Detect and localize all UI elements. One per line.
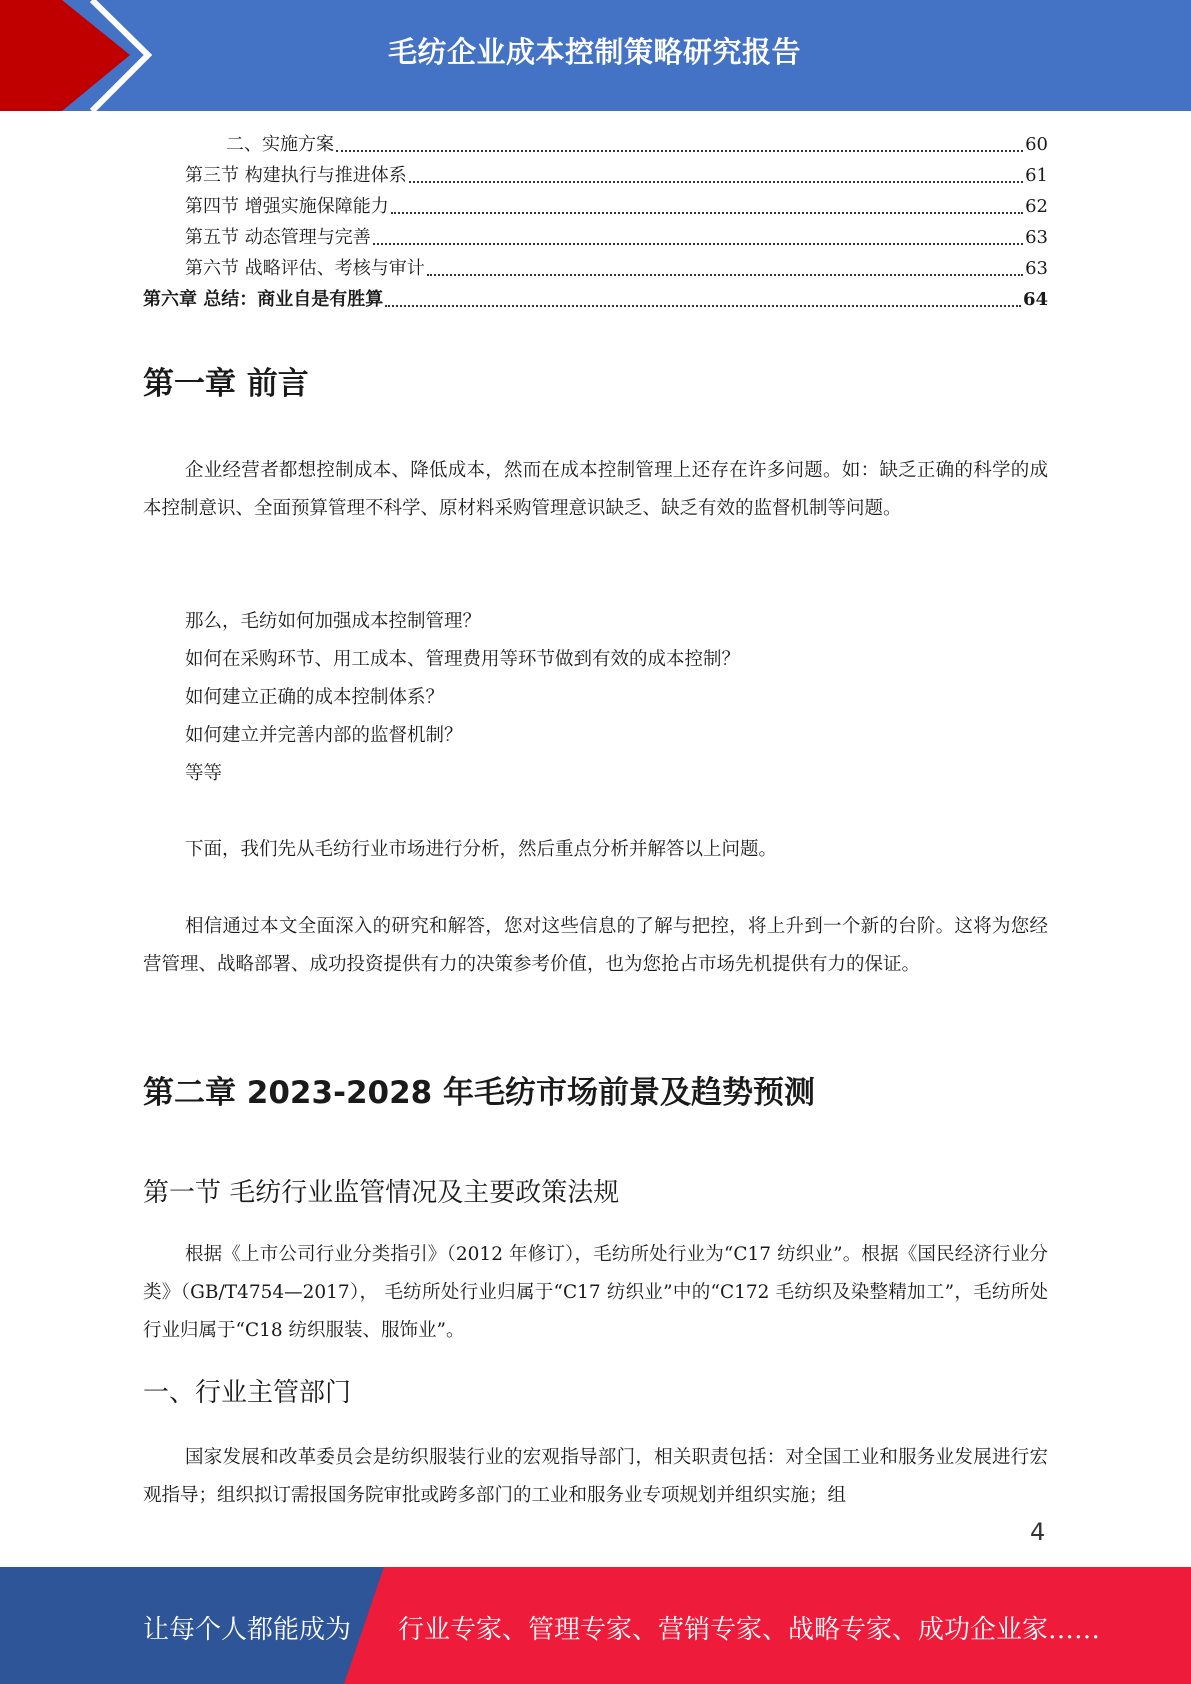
toc-entry-label: 第四节 增强实施保障能力 (185, 196, 389, 217)
analysis-paragraph: 下面，我们先从毛纺行业市场进行分析，然后重点分析并解答以上问题。 (185, 839, 778, 860)
toc-leader-dots (391, 211, 1023, 214)
page-footer (0, 1567, 1191, 1684)
question-list (185, 603, 740, 793)
question-line: 那么，毛纺如何加强成本控制管理？ (185, 611, 482, 632)
report-title: 毛纺企业成本控制策略研究报告 (388, 35, 802, 69)
table-of-contents (143, 129, 1048, 315)
conclusion-paragraph: 相信通过本文全面深入的研究和解答，您对这些信息的了解与把控，将上升到一个新的台阶。这将为您经营管理、战略部署、成功投资提供有力的决策参考价值，也为您抢占市场先机提供有力的保证。 (143, 916, 1048, 975)
subsection-1-paragraph: 国家发展和改革委员会是纺织服装行业的宏观指导部门，相关职责包括：对全国工业和服务业发展进行宏观指导；组织拟订需报国务院审批或跨多部门的工业和服务业专项规划并组织实施；组 (143, 1447, 1048, 1506)
toc-entry-page: 64 (1022, 289, 1048, 310)
chapter-2-title: 第二章 2023-2028 年毛纺市场前景及趋势预测 (143, 1075, 816, 1111)
footer-slogan-left: 让每个人都能成为 (143, 1615, 352, 1645)
toc-entry-label: 第五节 动态管理与完善 (185, 227, 371, 248)
question-line: 等等 (185, 763, 223, 784)
question-line: 如何在采购环节、用工成本、管理费用等环节做到有效的成本控制？ (185, 649, 741, 670)
intro-paragraph: 企业经营者都想控制成本、降低成本，然而在成本控制管理上还存在许多问题。如：缺乏正确的科学的成本控制意识、全面预算管理不科学、原材料采购管理意识缺乏、缺乏有效的监督机制等问题。 (143, 460, 1048, 519)
toc-entry[interactable] (143, 160, 1048, 191)
toc-entry[interactable] (143, 284, 1048, 315)
toc-entry[interactable] (143, 129, 1048, 160)
toc-entry-page: 63 (1025, 227, 1048, 248)
chapter-1-title: 第一章 前言 (143, 366, 309, 402)
toc-leader-dots (373, 242, 1023, 245)
toc-entry-label: 二、实施方案 (226, 134, 334, 155)
toc-entry-label: 第六章 总结：商业自是有胜算 (143, 289, 384, 310)
section-1-paragraph: 根据《上市公司行业分类指引》（2012 年修订），毛纺所处行业为“C17 纺织业”。根据《国民经济行业分类》（GB/T4754—2017）， 毛纺所处行业归属于“C17 纺织业”中的“C172 毛纺织及染整精加工”，毛纺所处行业归属于“C18 纺织服装、服饰业”。 (143, 1244, 1048, 1341)
toc-entry-label: 第三节 构建执行与推进体系 (185, 165, 407, 186)
page-header (0, 0, 1191, 111)
subsection-1-title: 一、行业主管部门 (143, 1378, 352, 1408)
toc-entry-label: 第六节 战略评估、考核与审计 (185, 258, 425, 279)
toc-entry[interactable] (143, 253, 1048, 284)
question-line: 如何建立正确的成本控制体系？ (185, 687, 445, 708)
question-line: 如何建立并完善内部的监督机制？ (185, 725, 463, 746)
page-number: 4 (1030, 1518, 1046, 1546)
toc-leader-dots (409, 180, 1023, 183)
section-1-title: 第一节 毛纺行业监管情况及主要政策法规 (143, 1178, 620, 1208)
toc-entry-page: 61 (1025, 165, 1048, 186)
toc-entry[interactable] (143, 191, 1048, 222)
toc-leader-dots (385, 304, 1021, 307)
toc-leader-dots (427, 273, 1023, 276)
toc-entry-page: 60 (1025, 134, 1048, 155)
toc-entry[interactable] (143, 222, 1048, 253)
toc-entry-page: 62 (1025, 196, 1048, 217)
footer-slogan-right: 行业专家、管理专家、营销专家、战略专家、成功企业家…… (398, 1615, 1101, 1645)
toc-entry-page: 63 (1025, 258, 1048, 279)
toc-leader-dots (336, 149, 1023, 152)
